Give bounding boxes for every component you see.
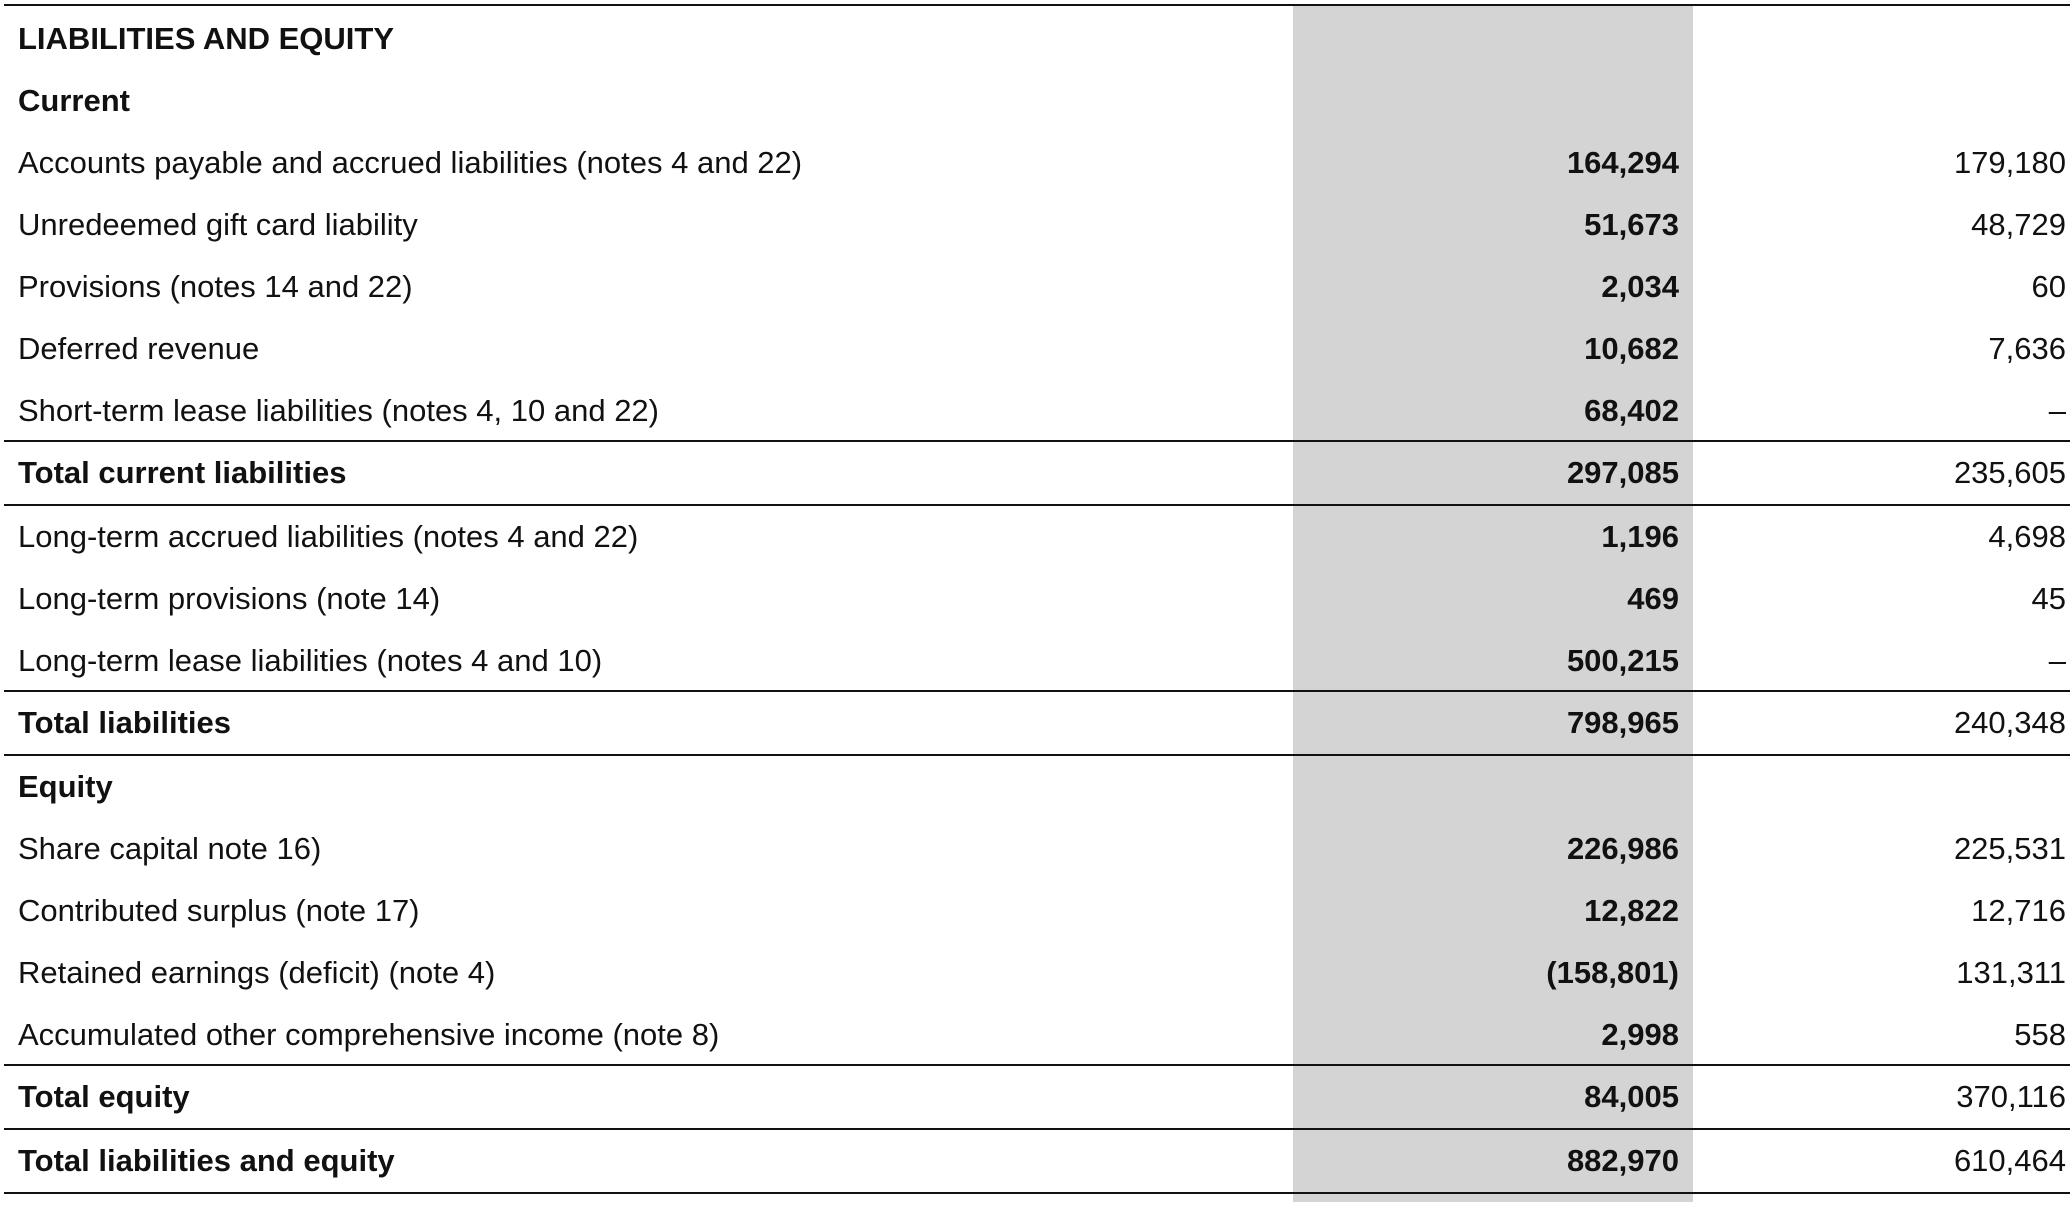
- prior-year-value: 370,116: [1956, 1079, 2066, 1114]
- current-year-value: 68,402: [1584, 393, 1679, 428]
- prior-year-value: 558: [2014, 1017, 2066, 1052]
- equity-heading: Equity: [18, 769, 113, 804]
- table-row: [4, 818, 2070, 880]
- row-label: Deferred revenue: [18, 331, 260, 366]
- table-row: [4, 194, 2070, 256]
- prior-year-value: 235,605: [1953, 455, 2066, 490]
- row-label: Accumulated other comprehensive income (note 8): [18, 1017, 720, 1052]
- prior-year-value: 179,180: [1953, 145, 2066, 180]
- current-year-value: 164,294: [1566, 145, 1679, 180]
- row-label: Long-term accrued liabilities (notes 4 and 22): [18, 519, 639, 554]
- prior-year-value: 240,348: [1953, 705, 2066, 740]
- row-label: Share capital note 16): [18, 831, 322, 866]
- current-year-value: 84,005: [1584, 1079, 1679, 1114]
- prior-year-value: 7,636: [1988, 331, 2066, 366]
- prior-year-value: 225,531: [1953, 831, 2066, 866]
- prior-year-value: –: [2048, 393, 2066, 428]
- table-row: [4, 318, 2070, 380]
- current-year-value: 51,673: [1584, 207, 1679, 242]
- current-year-value: 10,682: [1584, 331, 1679, 366]
- row-label: Unredeemed gift card liability: [18, 207, 418, 242]
- current-year-value: 798,965: [1566, 705, 1679, 740]
- table-row: [4, 506, 2070, 568]
- row-label: Total current liabilities: [18, 455, 347, 490]
- current-year-value: 1,196: [1601, 519, 1679, 554]
- current-year-value: 500,215: [1566, 643, 1679, 678]
- row-label: Total equity: [18, 1079, 190, 1114]
- table-row: [4, 1004, 2070, 1066]
- table-row: [4, 630, 2070, 692]
- table-row: [4, 132, 2070, 194]
- table-row: [4, 256, 2070, 318]
- rule-bottom: [4, 1192, 2070, 1194]
- row-label: Total liabilities: [18, 705, 232, 740]
- prior-year-value: 45: [2031, 581, 2066, 616]
- table-row: [4, 880, 2070, 942]
- prior-year-value: 131,311: [1956, 955, 2066, 990]
- row-label: Retained earnings (deficit) (note 4): [18, 955, 496, 990]
- prior-year-value: 4,698: [1988, 519, 2066, 554]
- total-equity-row: [4, 1066, 2070, 1128]
- row-label: Long-term provisions (note 14): [18, 581, 441, 616]
- total-liabilities-and-equity-row: [4, 1130, 2070, 1192]
- prior-year-value: 48,729: [1971, 207, 2066, 242]
- row-label: Accounts payable and accrued liabilities (notes 4 and 22): [18, 145, 803, 180]
- section-title-row: [4, 8, 2070, 70]
- table-row: [4, 568, 2070, 630]
- current-heading: Current: [18, 83, 130, 118]
- table-row: [4, 380, 2070, 442]
- table-row: [4, 942, 2070, 1004]
- total-current-liabilities-row: [4, 442, 2070, 504]
- total-liabilities-row: [4, 692, 2070, 754]
- prior-year-value: 60: [2031, 269, 2066, 304]
- current-year-value: 297,085: [1566, 455, 1679, 490]
- current-year-value: 469: [1627, 581, 1679, 616]
- prior-year-value: 12,716: [1971, 893, 2066, 928]
- current-year-value: 2,034: [1601, 269, 1679, 304]
- prior-year-value: –: [2048, 643, 2066, 678]
- row-label: Contributed surplus (note 17): [18, 893, 420, 928]
- current-heading-row: [4, 70, 2070, 132]
- current-year-value: 2,998: [1601, 1017, 1679, 1052]
- prior-year-value: 610,464: [1953, 1143, 2066, 1178]
- current-year-value: 226,986: [1566, 831, 1679, 866]
- equity-heading-row: [4, 756, 2070, 818]
- section-title: LIABILITIES AND EQUITY: [18, 21, 395, 56]
- row-label: Total liabilities and equity: [18, 1143, 395, 1178]
- current-year-value: 12,822: [1584, 893, 1679, 928]
- row-label: Provisions (notes 14 and 22): [18, 269, 413, 304]
- row-label: Long-term lease liabilities (notes 4 and 10): [18, 643, 603, 678]
- current-year-value: (158,801): [1546, 955, 1679, 990]
- current-year-value: 882,970: [1566, 1143, 1679, 1178]
- rule-top: [4, 4, 2070, 6]
- row-label: Short-term lease liabilities (notes 4, 10 and 22): [18, 393, 659, 428]
